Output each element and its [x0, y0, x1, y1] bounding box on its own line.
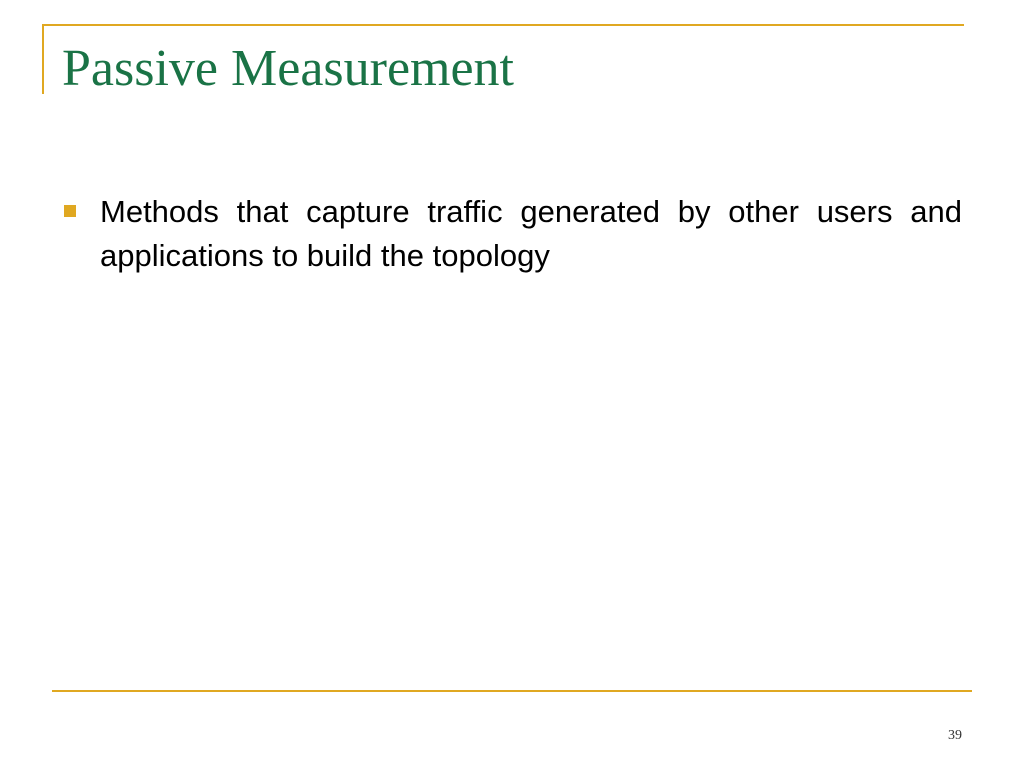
- slide-title: Passive Measurement: [62, 40, 515, 97]
- bullet-item: [62, 190, 962, 278]
- page-number: 39: [948, 728, 962, 743]
- title-frame-left-rule: [42, 24, 44, 94]
- footer-rule: [52, 690, 972, 692]
- title-frame-top-rule: [42, 24, 964, 26]
- slide-body: [62, 190, 962, 278]
- bullet-text: Methods that capture traffic generated by other users and applications to build the topology: [100, 194, 962, 273]
- square-bullet-icon: [64, 205, 76, 217]
